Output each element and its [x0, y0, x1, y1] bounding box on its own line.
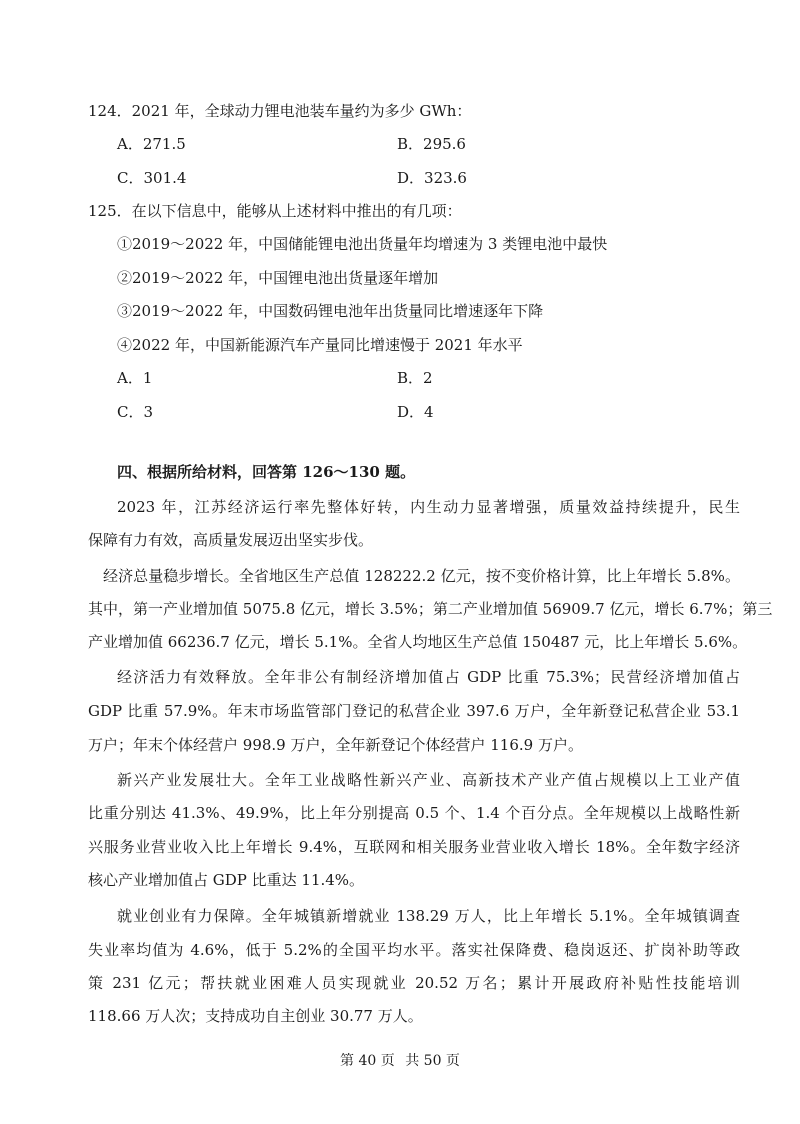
q125-option-c: C．3 — [117, 403, 154, 421]
material-p5-line1: 就业创业有力保障。全年城镇新增就业 138.29 万人，比上年增长 5.1%。全年城镇调查 — [117, 907, 740, 925]
q125-option-b: B．2 — [397, 369, 433, 387]
material-p4-line3: 兴服务业营业收入比上年增长 9.4%，互联网和相关服务业营业收入增长 18%。全年数字经济 — [88, 838, 740, 856]
material-p4-line4: 核心产业增加值占 GDP 比重达 11.4%。 — [88, 871, 365, 889]
q125-statement-1: ①2019～2022 年，中国储能锂电池出货量年均增速为 3 类锂电池中最快 — [117, 235, 608, 253]
material-p5-line3: 策 231 亿元；帮扶就业困难人员实现就业 20.52 万名；累计开展政府补贴性技能培训 — [88, 974, 740, 992]
q125-option-d: D．4 — [397, 403, 434, 421]
material-p2-line2: 其中，第一产业增加值 5075.8 亿元，增长 3.5%；第二产业增加值 56909.7 亿元，增长 6.7%；第三 — [88, 600, 773, 618]
material-p1-line2: 保障有力有效，高质量发展迈出坚实步伐。 — [88, 531, 374, 549]
q125-statement-2: ②2019～2022 年，中国锂电池出货量逐年增加 — [117, 269, 439, 287]
material-p5-line4: 118.66 万人次；支持成功自主创业 30.77 万人。 — [88, 1007, 423, 1025]
material-p3-line2: GDP 比重 57.9%。年末市场监管部门登记的私营企业 397.6 万户，全年新登记私营企业 53.1 — [88, 702, 740, 720]
q125-option-a: A．1 — [117, 369, 153, 387]
material-p1-line1: 2023 年，江苏经济运行率先整体好转，内生动力显著增强，质量效益持续提升，民生 — [117, 498, 740, 516]
material-p3-line1: 经济活力有效释放。全年非公有制经济增加值占 GDP 比重 75.3%；民营经济增加值占 — [117, 668, 740, 686]
q124-option-a: A．271.5 — [117, 135, 186, 153]
q125-statement-4: ④2022 年，中国新能源汽车产量同比增速慢于 2021 年水平 — [117, 336, 523, 354]
q124-option-c: C．301.4 — [117, 169, 187, 187]
question-125-stem: 125．在以下信息中，能够从上述材料中推出的有几项： — [88, 202, 462, 220]
q124-option-b: B．295.6 — [397, 135, 466, 153]
page-number: 第 40 页 — [340, 1053, 395, 1069]
material-p4-line2: 比重分别达 41.3%、49.9%，比上年分别提高 0.5 个、1.4 个百分点。全年规模以上战略性新 — [88, 804, 740, 822]
material-p3-line3: 万户；年末个体经营户 998.9 万户，全年新登记个体经营户 116.9 万户。 — [88, 736, 583, 754]
page-footer — [0, 1050, 800, 1070]
question-124-stem: 124．2021 年，全球动力锂电池装车量约为多少 GWh： — [88, 102, 472, 120]
q124-option-d: D．323.6 — [397, 169, 467, 187]
material-p5-line2: 失业率均值为 4.6%，低于 5.2%的全国平均水平。落实社保降费、稳岗返还、扩岗补助等政 — [88, 941, 740, 959]
q125-statement-3: ③2019～2022 年，中国数码锂电池年出货量同比增速逐年下降 — [117, 302, 544, 320]
section-heading: 四、根据所给材料，回答第 126～130 题。 — [117, 463, 416, 481]
material-p4-line1: 新兴产业发展壮大。全年工业战略性新兴产业、高新技术产业产值占规模以上工业产值 — [117, 771, 740, 789]
page-total: 共 50 页 — [405, 1053, 460, 1069]
material-p2-line3: 产业增加值 66236.7 亿元，增长 5.1%。全省人均地区生产总值 150487 元，比上年增长 5.6%。 — [88, 633, 748, 651]
material-p2-line1: 经济总量稳步增长。全省地区生产总值 128222.2 亿元，按不变价格计算，比上年增长 5.8%。 — [103, 567, 740, 585]
